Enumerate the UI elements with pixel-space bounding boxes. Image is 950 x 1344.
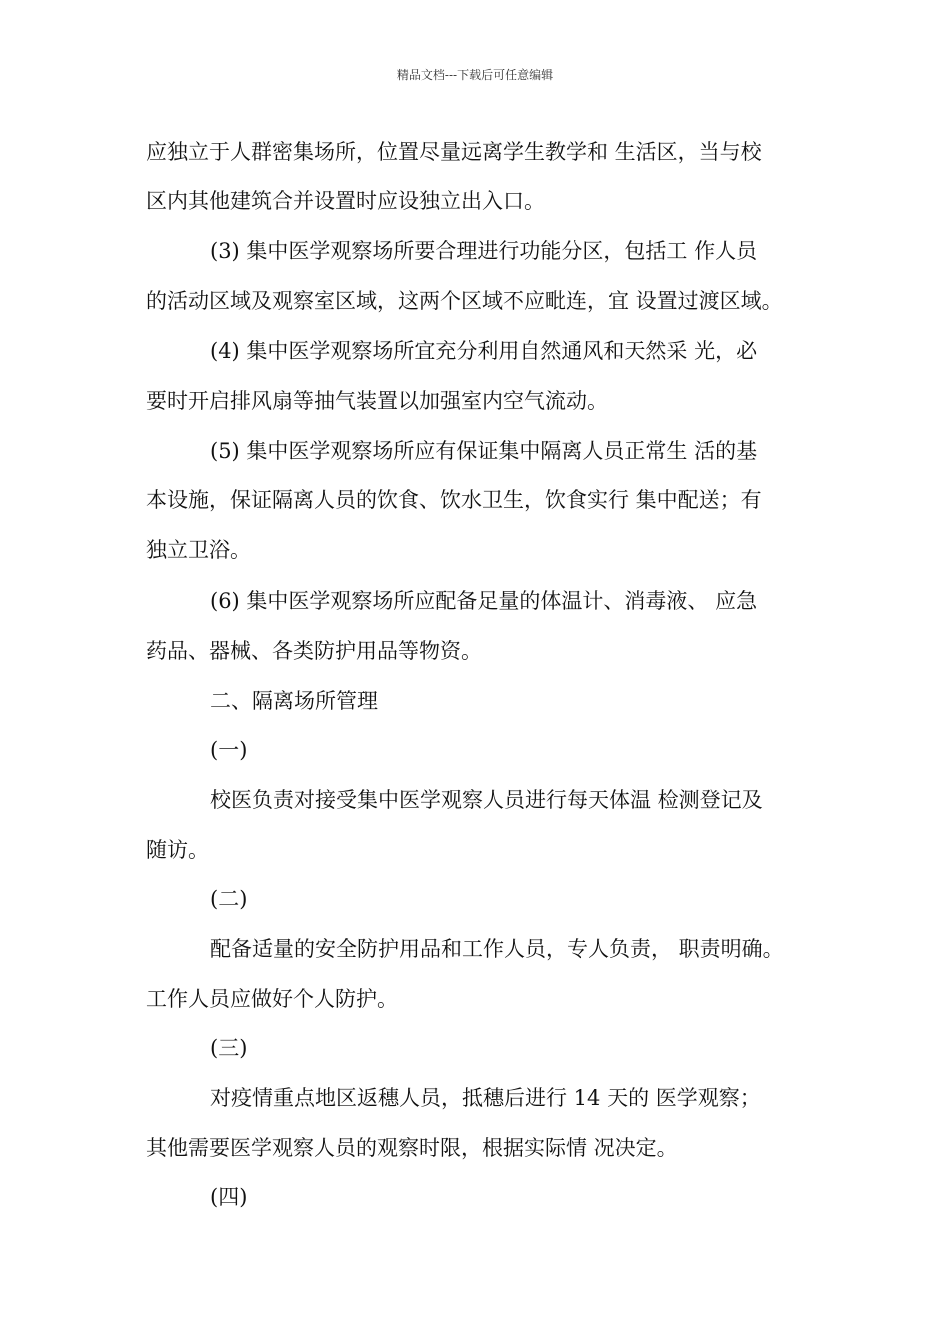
body-line: 区内其他建筑合并设置时应设独立出入口。 bbox=[146, 189, 545, 213]
body-line: 其他需要医学观察人员的观察时限，根据实际情 况决定。 bbox=[146, 1136, 678, 1160]
section-heading: 二、隔离场所管理 bbox=[210, 689, 378, 713]
body-line: (4) 集中医学观察场所宜充分利用自然通风和天然采 光，必 bbox=[210, 339, 758, 363]
subsection-number: (二) bbox=[210, 887, 248, 911]
body-line: 的活动区域及观察室区域，这两个区域不应毗连，宜 设置过渡区域。 bbox=[146, 289, 783, 313]
body-line: 对疫情重点地区返穗人员，抵穗后进行 14 天的 医学观察； bbox=[210, 1086, 761, 1110]
body-line: 要时开启排风扇等抽气装置以加强室内空气流动。 bbox=[146, 389, 608, 413]
body-line: 应独立于人群密集场所，位置尽量远离学生教学和 生活区，当与校 bbox=[146, 140, 762, 164]
subsection-number: (一) bbox=[210, 738, 248, 762]
page-header: 精品文档---下载后可任意编辑 bbox=[396, 68, 554, 82]
body-line: (5) 集中医学观察场所应有保证集中隔离人员正常生 活的基 bbox=[210, 439, 758, 463]
body-line: 校医负责对接受集中医学观察人员进行每天体温 检测登记及 bbox=[210, 788, 763, 812]
body-line: (3) 集中医学观察场所要合理进行功能分区，包括工 作人员 bbox=[210, 239, 758, 263]
body-line: 工作人员应做好个人防护。 bbox=[146, 987, 398, 1011]
body-line: 随访。 bbox=[146, 838, 209, 862]
body-line: 配备适量的安全防护用品和工作人员，专人负责， 职责明确。 bbox=[210, 937, 784, 961]
body-line: 药品、器械、各类防护用品等物资。 bbox=[146, 639, 482, 663]
body-line: 独立卫浴。 bbox=[146, 538, 251, 562]
subsection-number: (四) bbox=[210, 1185, 248, 1209]
body-line: 本设施，保证隔离人员的饮食、饮水卫生，饮食实行 集中配送；有 bbox=[146, 488, 762, 512]
body-line: (6) 集中医学观察场所应配备足量的体温计、消毒液、 应急 bbox=[210, 589, 758, 613]
subsection-number: (三) bbox=[210, 1036, 248, 1060]
